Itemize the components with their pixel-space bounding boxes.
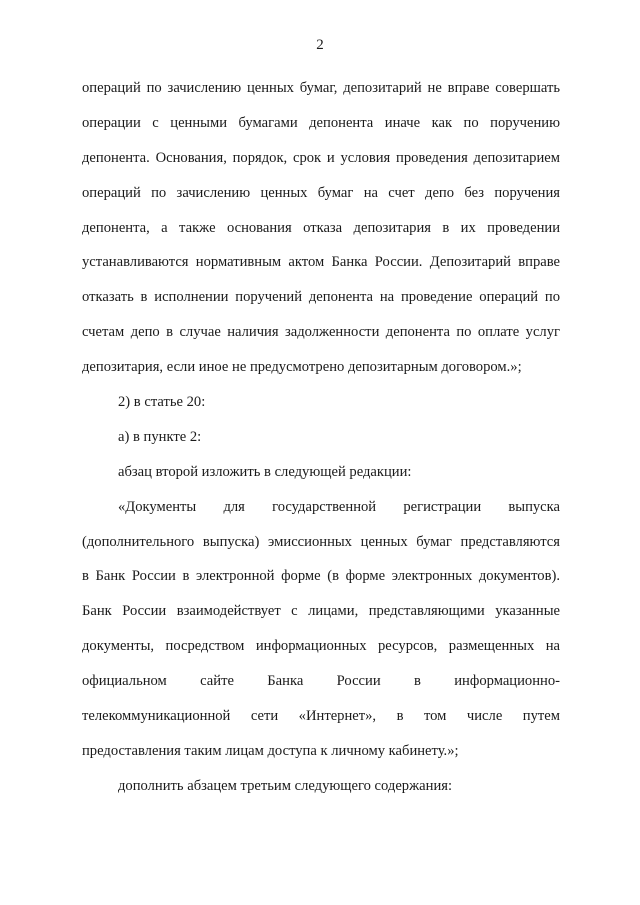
text-line: официальном сайте Банка России в информационно- — [82, 673, 560, 690]
text-line: а) в пункте 2: — [118, 428, 202, 445]
text-line: «Документы для государственной регистрации выпуска — [118, 498, 560, 515]
text-line: 2) в статье 20: — [118, 394, 206, 411]
document-body — [82, 71, 560, 804]
text-line: депонента, а также основания отказа депозитария в их проведении — [82, 219, 560, 236]
text-line: документы, посредством информационных ресурсов, размещенных на — [82, 638, 560, 655]
text-line: депозитария, если иное не предусмотрено депозитарным договором.»; — [82, 359, 522, 376]
text-line: операции с ценными бумагами депонента иначе как по поручению — [82, 114, 560, 131]
text-line: дополнить абзацем третьим следующего содержания: — [118, 777, 453, 794]
text-line: Банк России взаимодействует с лицами, представляющими указанные — [82, 603, 560, 620]
text-line: операций по зачислению ценных бумаг, депозитарий не вправе совершать — [82, 80, 560, 96]
text-line: (дополнительного выпуска) эмиссионных ценных бумаг представляются — [82, 533, 560, 550]
text-line: предоставления таким лицам доступа к личному кабинету.»; — [82, 742, 459, 759]
text-line: депонента. Основания, порядок, срок и условия проведения депозитарием — [82, 149, 560, 166]
text-line: абзац второй изложить в следующей редакции: — [118, 463, 412, 480]
text-line: устанавливаются нормативным актом Банка России. Депозитарий вправе — [82, 254, 560, 271]
text-line: телекоммуникационной сети «Интернет», в том числе путем — [82, 708, 560, 725]
text-line: счетам депо в случае наличия задолженности депонента по оплате услуг — [82, 324, 560, 341]
text-line: в Банк России в электронной форме (в форме электронных документов). — [82, 568, 560, 585]
text-line: отказать в исполнении поручений депонента на проведение операций по — [82, 289, 560, 306]
page-number: 2 — [316, 37, 324, 53]
text-line: операций по зачислению ценных бумаг на счет депо без поручения — [82, 184, 560, 201]
